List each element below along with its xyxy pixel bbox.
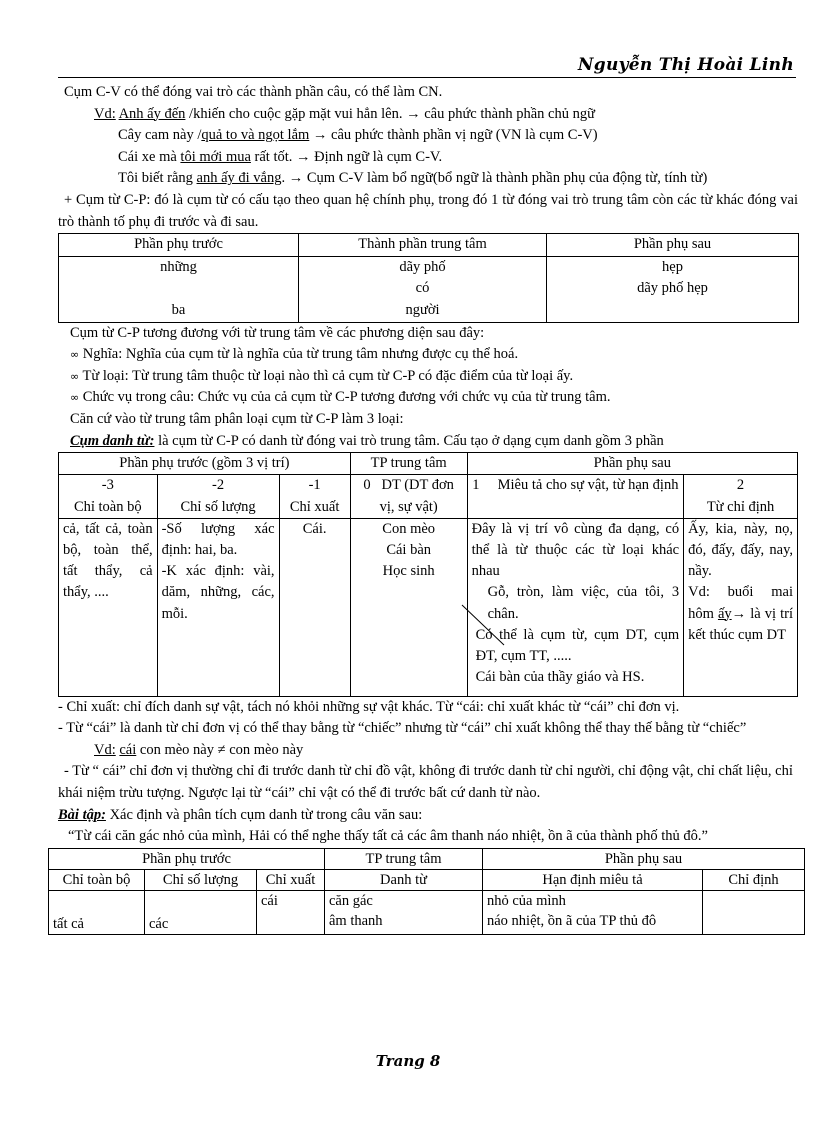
cp-example-table	[58, 233, 799, 322]
equivalence-intro: Cụm từ C-P tương đương với từ trung tâm về các phương diện sau đây:	[70, 324, 485, 341]
t3-cell-determiner	[703, 890, 805, 934]
t1-after-3	[551, 300, 794, 322]
determiner-example-start: Vd: buổi mai hôm	[688, 584, 793, 622]
pos-label: Từ chỉ định	[706, 498, 775, 515]
note-vd-word: cái	[119, 741, 137, 758]
t3-cell-noun	[325, 890, 483, 934]
t3-cell-total: tất cả	[49, 890, 145, 934]
example-4	[58, 168, 798, 190]
noun-phrase-label: Cụm danh từ:	[70, 432, 155, 449]
equivalence-item-1-text: Nghĩa: Nghĩa của cụm từ là nghĩa của từ trung tâm nhưng được cụ thể hoá.	[82, 346, 519, 363]
example-2-rest: → câu phức thành phần vị ngữ (VN là cụm C-V)	[309, 127, 598, 144]
t2-pos-minus1	[279, 475, 350, 518]
noun-2: Cái bàn	[386, 541, 432, 558]
t2-pos-2	[684, 475, 798, 518]
t3-noun-2: âm thanh	[329, 912, 383, 929]
t3-header-after: Phần phụ sau	[483, 848, 805, 869]
noun-3: Học sinh	[382, 563, 435, 580]
noun-1: Con mèo	[382, 520, 436, 537]
t1-center-1: dãy phố	[399, 258, 446, 275]
t1-col-before	[59, 256, 299, 322]
page-number: Trang 8	[375, 1052, 441, 1070]
t3-sub-quantity: Chỉ số lượng	[145, 869, 257, 890]
equivalence-item-1	[58, 344, 798, 366]
t2-header-before: Phần phụ trước (gồm 3 vị trí)	[59, 453, 351, 475]
example-1	[58, 104, 798, 126]
note-2: - Từ “cái” là danh từ chỉ đơn vị có thể thay bằng từ “chiếc” nhưng từ “cái” chỉ xuất không thể thay thế bằng từ “chiếc”	[58, 720, 747, 737]
infinity-bullet-icon: ∞	[70, 348, 80, 362]
note-vd-rest: con mèo này ≠ con mèo này	[136, 741, 304, 758]
description-b: Gỗ, tròn, làm việc, của tôi, 3 chân.	[487, 584, 680, 622]
t1-before-2	[63, 278, 294, 300]
exercise-quote: “Từ cái căn gác nhỏ của mình, Hải có thể nghe thấy tất cả các âm thanh náo nhiệt, ồn ã của thành phố thủ đô.”	[68, 828, 708, 845]
pos-number: -1	[308, 477, 321, 494]
t2-pos-minus3	[59, 475, 158, 518]
cp-definition: + Cụm từ C-P: đó là cụm từ có cấu tạo theo quan hệ chính phụ, trong đó 1 từ đóng vai trò trung tâm còn các từ khác đóng vai trò thành tố phụ đi trước và đi sau.	[58, 191, 798, 230]
t2-header-after: Phần phụ sau	[467, 453, 797, 475]
pos-number: -2	[212, 477, 225, 494]
example-4-rest: . → Cụm C-V làm bổ ngữ(bổ ngữ là thành phần phụ của động từ, tính từ)	[281, 170, 708, 187]
example-3-start: Cái xe mà	[118, 148, 181, 165]
t2-cell-noun	[350, 518, 467, 696]
t1-col-center	[299, 256, 547, 322]
determiner-example-word: ấy	[717, 605, 732, 622]
classification-line: Căn cứ vào từ trung tâm phân loại cụm từ C-P làm 3 loại:	[70, 410, 404, 427]
description-a: Đây là vị trí vô cùng đa dạng, có thể là từ thuộc các từ loại khác nhau	[471, 520, 680, 580]
t2-pos-0	[350, 475, 467, 518]
t3-sub-noun: Danh từ	[325, 869, 483, 890]
example-1-rest: /khiến cho cuộc gặp mặt vui hẳn lên. → câu phức thành phần chủ ngữ	[185, 105, 595, 122]
t3-sub-determiner: Chỉ định	[703, 869, 805, 890]
connector-line	[460, 603, 550, 653]
exercise-instruction: Xác định và phân tích cụm danh từ trong câu văn sau:	[105, 806, 423, 823]
pos-label: Chỉ số lượng	[180, 498, 256, 515]
t1-before-3: ba	[171, 301, 186, 318]
t3-description-2: náo nhiệt, ồn ã của TP thủ đô	[487, 912, 657, 929]
t1-after-2: dãy phố hẹp	[637, 280, 708, 297]
t1-header-before: Phần phụ trước	[59, 234, 299, 257]
t2-pos-minus2	[157, 475, 279, 518]
example-2-predicate: quả to và ngọt lắm	[201, 127, 310, 144]
t3-cell-quantity: các	[145, 890, 257, 934]
vd-label: Vd:	[94, 105, 116, 122]
pos-label: Miêu tả cho sự vật, từ hạn định	[497, 477, 679, 494]
t3-cell-demonstrative: cái	[257, 890, 325, 934]
t1-col-after	[547, 256, 799, 322]
t1-before-1: những	[160, 258, 197, 275]
pos-label: DT (DT đơn vị, sự vật)	[379, 477, 454, 515]
t3-description-1: nhỏ của mình	[487, 892, 566, 909]
t1-center-3: người	[405, 301, 440, 318]
t3-sub-description: Hạn định miêu tả	[483, 869, 703, 890]
note-1: - Chỉ xuất: chỉ đích danh sự vật, tách nó khỏi những sự vật khác. Từ “cái: chỉ xuất khác từ “cái” chỉ đơn vị.	[58, 698, 680, 715]
noun-phrase-structure-table	[58, 452, 798, 697]
determiner-example	[688, 582, 793, 646]
t2-pos-1	[467, 475, 684, 518]
quantity-indefinite: -K xác định: vài, dăm, những, các, mỗi.	[161, 563, 275, 622]
equivalence-item-2	[58, 366, 798, 388]
infinity-bullet-icon: ∞	[70, 369, 80, 383]
example-2-start: Cây cam này /	[118, 127, 202, 144]
pos-number: -3	[101, 477, 114, 494]
pos-label: Chỉ xuất	[289, 498, 340, 515]
example-3-clause: tôi mới mua	[180, 148, 251, 165]
t3-header-before: Phần phụ trước	[49, 848, 325, 869]
pos-number: 2	[736, 477, 745, 494]
exercise-line	[58, 805, 798, 827]
t2-cell-determiner	[684, 518, 798, 696]
header-divider	[58, 77, 796, 78]
t2-header-center: TP trung tâm	[350, 453, 467, 475]
equivalence-item-3-text: Chức vụ trong câu: Chức vụ của cả cụm từ C-P tương đương với chức vụ của từ trung tâm.	[82, 389, 611, 406]
example-3-rest: rất tốt. → Định ngữ là cụm C-V.	[250, 148, 443, 165]
noun-phrase-definition	[58, 431, 798, 453]
document-body	[53, 82, 798, 935]
note-3: - Từ “ cái” chỉ đơn vị thường chỉ đi trước danh từ chỉ đồ vật, không đi trước danh từ chỉ người, chỉ động vật, chỉ chất liệu, chỉ khái niệm trừu tượng. Ngược lại từ “cái” chỉ vật có thể đi trước bất cứ danh từ nào.	[58, 763, 793, 802]
example-2	[58, 125, 798, 147]
note-example	[58, 740, 798, 762]
example-1-subject: Anh ấy đến	[118, 105, 186, 122]
pos-number: 1	[472, 477, 480, 494]
intro-line: Cụm C-V có thể đóng vai trò các thành phần câu, có thể làm CN.	[64, 84, 443, 100]
example-4-clause: anh ấy đi vắng	[196, 170, 282, 187]
t3-noun-1: căn gác	[329, 892, 373, 909]
pos-label: Chỉ toàn bộ	[73, 498, 142, 515]
t2-cell-total: cả, tất cả, toàn bộ, toàn thể, tất thẩy, cả thẩy, ....	[59, 518, 158, 696]
infinity-bullet-icon: ∞	[70, 391, 80, 405]
t3-header-center: TP trung tâm	[325, 848, 483, 869]
author-name: Nguyễn Thị Hoài Linh	[577, 55, 794, 75]
equivalence-item-2-text: Từ loại: Từ trung tâm thuộc từ loại nào thì cả cụm từ C-P có đặc điểm của từ loại ấy.	[82, 367, 574, 384]
noun-phrase-rest: là cụm từ C-P có danh từ đóng vai trò trung tâm. Cấu tạo ở dạng cụm danh gồm 3 phần	[154, 432, 664, 449]
t1-after-1: hẹp	[662, 258, 683, 275]
t3-sub-demonstrative: Chỉ xuất	[257, 869, 325, 890]
connector-line-stroke	[462, 605, 504, 645]
t1-center-2: có	[415, 280, 430, 297]
example-4-start: Tôi biết rằng	[118, 170, 197, 187]
determiner-example-rest: → là vị trí kết thúc cụm DT	[688, 605, 793, 643]
t3-cell-description	[483, 890, 703, 934]
pos-number: 0	[363, 477, 371, 494]
description-d: Cái bàn của thầy giáo và HS.	[475, 669, 645, 686]
determiner-list: Ấy, kia, này, nọ, đó, đấy, đấy, nay, nầy.	[688, 520, 793, 580]
t1-header-after: Phần phụ sau	[547, 234, 799, 257]
quantity-definite: -Số lượng xác định: hai, ba.	[161, 520, 275, 558]
t3-sub-total: Chỉ toàn bộ	[49, 869, 145, 890]
equivalence-item-3	[58, 387, 798, 409]
example-3	[58, 147, 798, 169]
note-vd-label: Vd:	[94, 741, 116, 758]
exercise-label: Bài tập:	[58, 806, 106, 823]
t2-cell-quantity	[157, 518, 279, 696]
exercise-table	[48, 848, 805, 935]
t1-header-center: Thành phần trung tâm	[299, 234, 547, 257]
description-c: Có thể là cụm từ, cụm DT, cụm ĐT, cụm TT, .....	[475, 626, 680, 664]
t2-cell-demonstrative: Cái.	[279, 518, 350, 696]
